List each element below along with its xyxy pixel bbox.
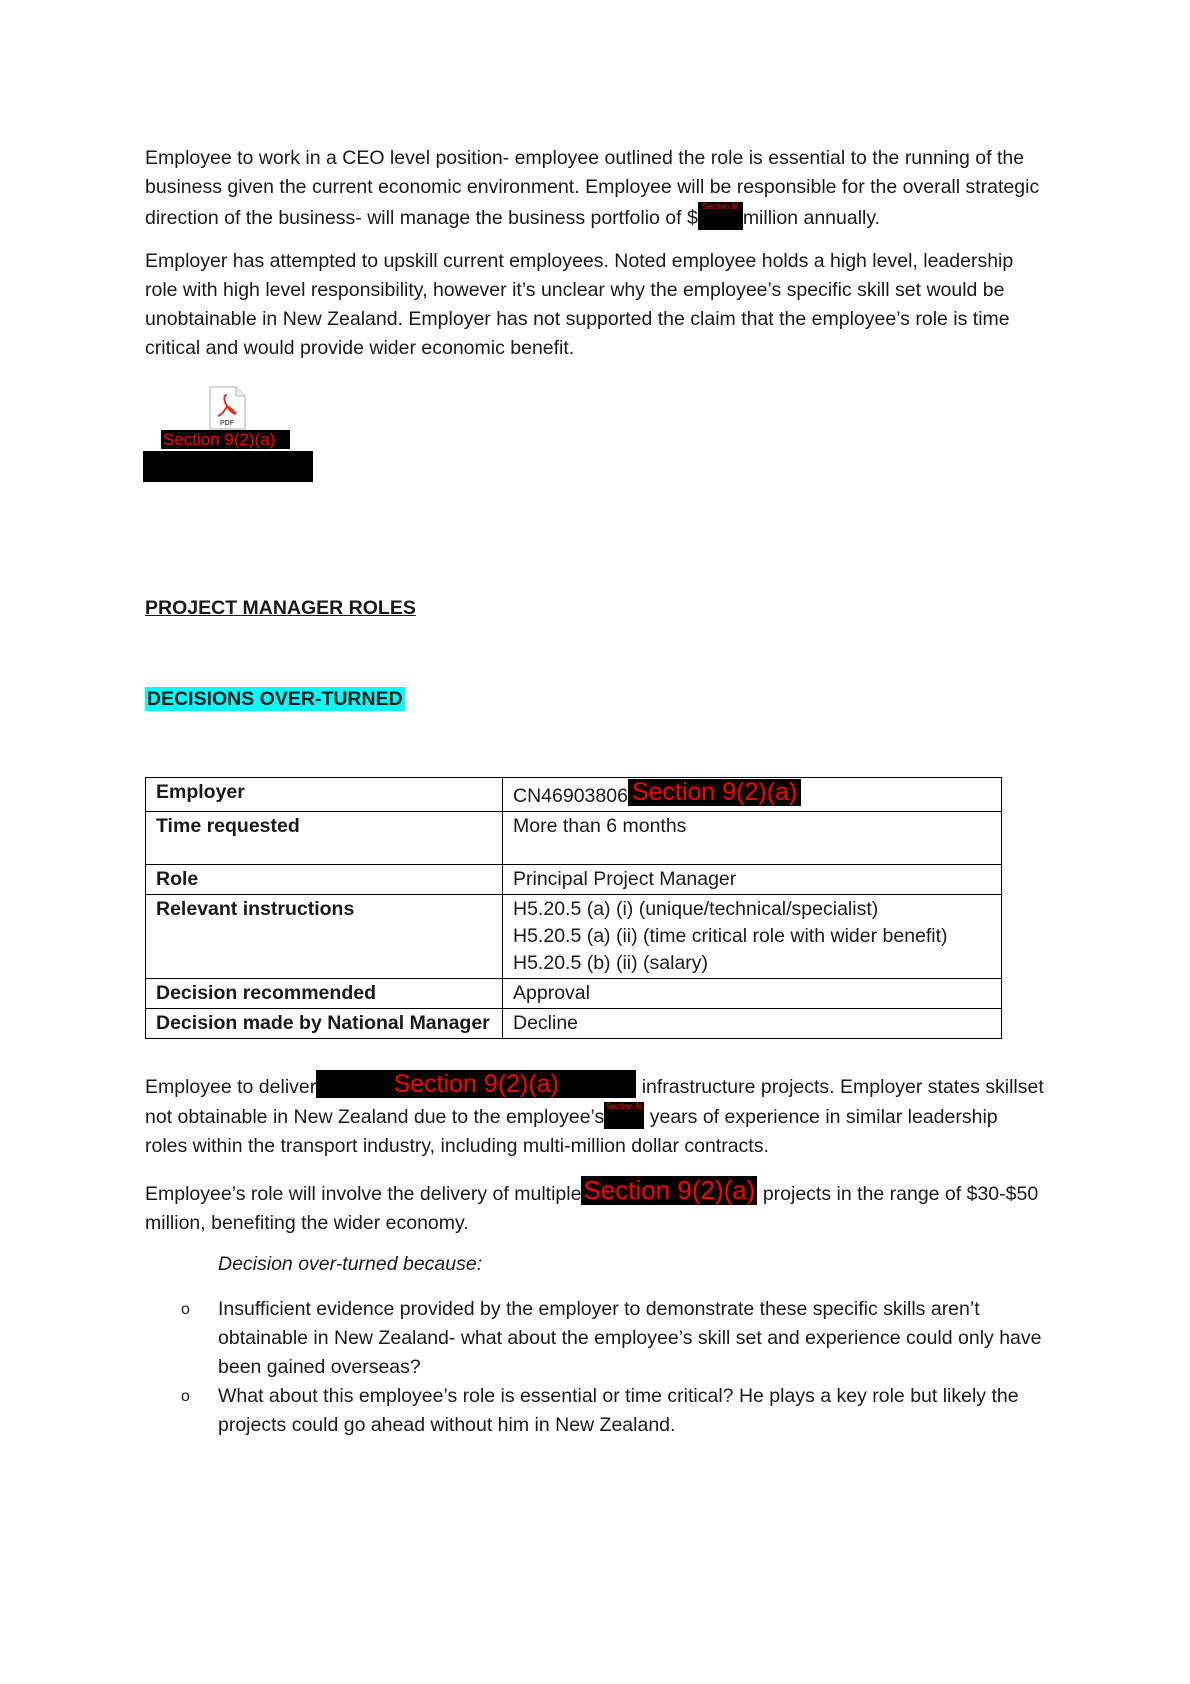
instruction-item: H5.20.5 (b) (ii) (salary) — [513, 952, 709, 974]
redaction-box: Section 9(2)(a) — [316, 1070, 636, 1098]
ceo-text-1: Employee to work in a CEO level position- employee outlined the role is essential to the running of the business given the current economic environment. Employee will be responsible for the overall strategic direction of the business- will manage the business portfolio of $ — [145, 147, 1040, 229]
time-label: Time requested — [146, 812, 503, 865]
pm-text-2: infrastructure projects. Employer states skillset not obtainable in New Zealand due to the employee’s — [145, 1076, 1044, 1128]
table-row — [146, 812, 1002, 865]
attachment-redaction-label: Section 9(2)(a) — [161, 430, 290, 449]
role-value: Principal Project Manager — [503, 865, 1002, 895]
time-value: More than 6 months — [503, 812, 1002, 865]
employer-label: Employer — [146, 778, 503, 812]
employer-value: CN46903806 — [513, 785, 628, 807]
redaction-box: Section 9( — [604, 1102, 644, 1129]
pm-text-1: Employee to deliver — [145, 1076, 317, 1098]
table-row — [146, 895, 1002, 979]
table-row — [146, 778, 1002, 812]
decision-table — [145, 777, 1002, 1039]
ceo-text-2: million annually. — [742, 207, 881, 229]
made-label: Decision made by National Manager — [146, 1009, 503, 1039]
reason-text: Insufficient evidence provided by the employer to demonstrate these specific skills aren’t obtainable in New Zealand- what about the employee’s skill set and experience could only have been gained overseas? — [218, 1298, 1042, 1378]
pm-text-3: years of experience in similar leadership roles within the transport industry, including multi-million dollar contracts. — [145, 1106, 998, 1157]
made-value: Decline — [503, 1009, 1002, 1039]
bullet-marker: o — [181, 1388, 190, 1405]
pm-text-4: Employee’s role will involve the delivery of multiple — [145, 1183, 582, 1205]
table-row — [146, 865, 1002, 895]
subheading — [145, 688, 405, 711]
recommended-label: Decision recommended — [146, 979, 503, 1009]
ceo-paragraph-1 — [145, 144, 1045, 233]
instruction-item: H5.20.5 (a) (i) (unique/technical/specialist) — [513, 898, 879, 920]
overturn-label: Decision over-turned because: — [218, 1253, 483, 1275]
table-row — [146, 979, 1002, 1009]
section-heading: PROJECT MANAGER ROLES — [145, 597, 416, 619]
instructions-cell — [503, 895, 1002, 979]
list-item — [145, 1382, 1045, 1440]
list-item — [145, 1295, 1045, 1382]
reason-text: What about this employee’s role is essential or time critical? He plays a key role but likely the projects could go ahead without him in New Zealand. — [218, 1385, 1019, 1436]
recommended-value: Approval — [503, 979, 1002, 1009]
redaction-box: Section 9(2)(a) — [583, 1176, 756, 1205]
employer-cell — [503, 778, 1002, 812]
redaction-box: Section 9( — [698, 202, 743, 230]
attachment-redaction-box — [143, 451, 313, 482]
pm-paragraph-2 — [145, 1176, 1045, 1238]
pm-text-5: projects in the range of $30-$50 million, benefiting the wider economy. — [145, 1183, 1039, 1234]
reasons-list — [145, 1295, 1045, 1440]
role-label: Role — [146, 865, 503, 895]
employer-redaction: Section 9(2)(a) — [628, 779, 801, 806]
instruction-item: H5.20.5 (a) (ii) (time critical role with wider benefit) — [513, 925, 948, 947]
ceo-paragraph-2: Employer has attempted to upskill current employees. Noted employee holds a high level, leadership role with high level responsibility, however it’s unclear why the employee’s specific skill set would be unobtainable in New Zealand. Employer has not supported the claim that the employee’s role is time critical and would provide wider economic benefit. — [145, 250, 1014, 359]
bullet-marker: o — [181, 1301, 190, 1318]
instructions-label: Relevant instructions — [146, 895, 503, 979]
subheading-highlight: DECISIONS OVER-TURNED — [147, 688, 403, 710]
pm-paragraph-1 — [145, 1070, 1045, 1161]
pdf-icon-label: PDF — [220, 420, 234, 427]
pdf-file-icon[interactable] — [208, 386, 246, 430]
table-row — [146, 1009, 1002, 1039]
